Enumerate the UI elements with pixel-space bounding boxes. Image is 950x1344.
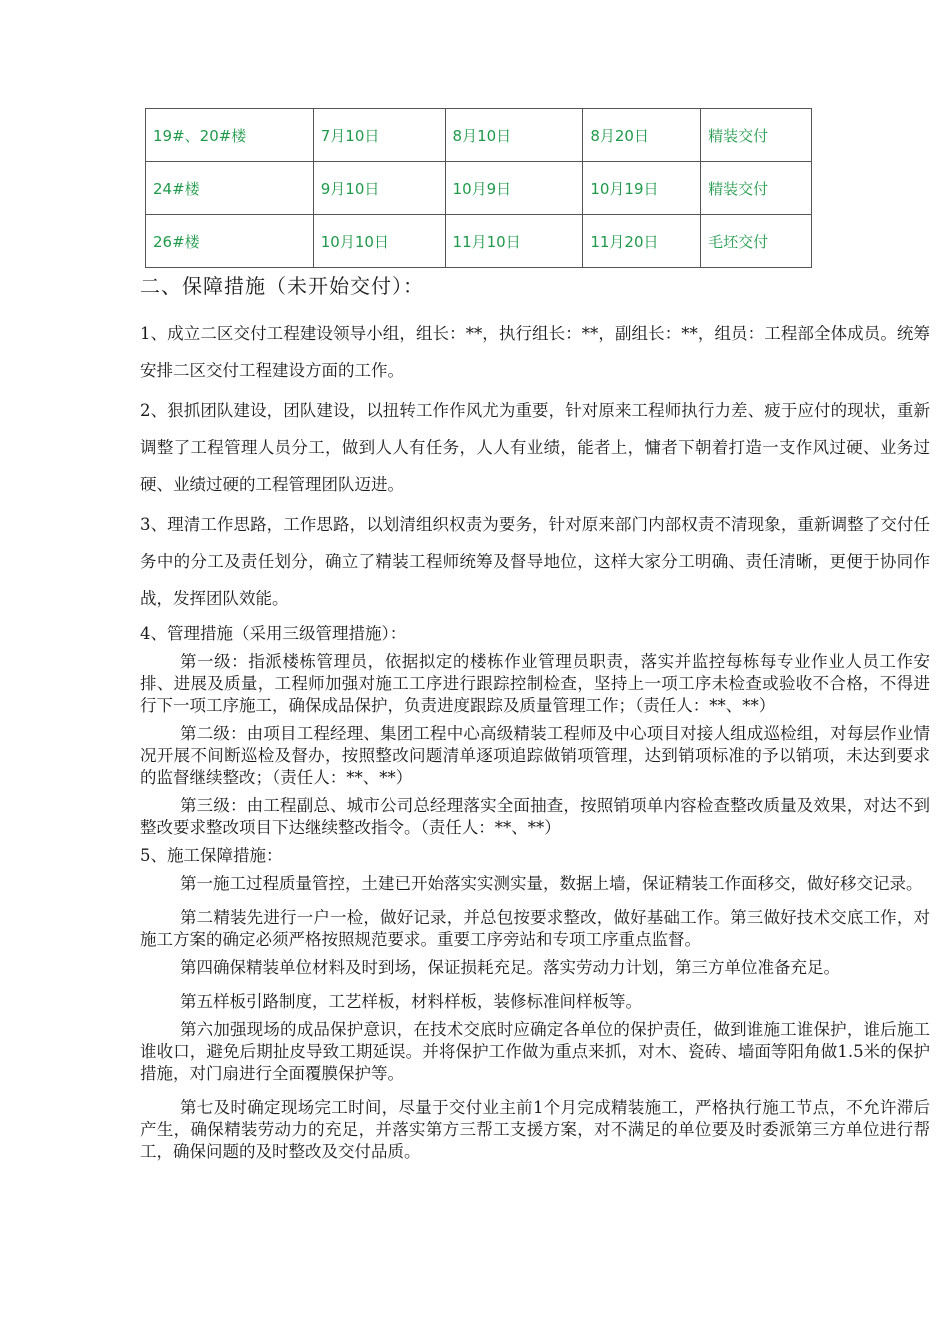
date-cell: 10月19日	[583, 162, 701, 215]
date-cell: 10月10日	[313, 215, 445, 268]
date-cell: 8月20日	[583, 109, 701, 162]
paragraph-construction-title: 5、施工保障措施：	[140, 846, 283, 865]
document-body	[140, 270, 930, 1163]
paragraph-measure-two: 第二精装先进行一户一检，做好记录，并总包按要求整改，做好基础工作。第三做好技术交底工作，对施工方案的确定必须严格按照规范要求。重要工序旁站和专项工序重点监督。	[140, 908, 930, 949]
paragraph-team-building: 2、狠抓团队建设，团队建设，以扭转工作作风尤为重要，针对原来工程师执行力差、疲于应付的现状，重新调整了工程管理人员分工，做到人人有任务，人人有业绩，能者上，慵者下朝着打造一支作风过硬、业务过硬、业绩过硬的工程管理团队迈进。	[140, 401, 930, 494]
paragraph-measure-five: 第五样板引路制度，工艺样板，材料样板，装修标准间样板等。	[180, 992, 642, 1011]
building-cell: 19#、20#楼	[146, 109, 314, 162]
schedule-table	[145, 108, 812, 268]
date-cell: 11月20日	[583, 215, 701, 268]
table-row	[146, 215, 812, 268]
paragraph-management-title: 4、管理措施（采用三级管理措施）：	[140, 624, 407, 643]
building-cell: 26#楼	[146, 215, 314, 268]
paragraph-measure-seven: 第七及时确定现场完工时间，尽量于交付业主前1个月完成精装施工，严格执行施工节点，不允许滞后产生，确保精装劳动力的充足，并落实第方三帮工支援方案，对不满足的单位要及时委派第三方单位进行帮工，确保问题的及时整改及交付品质。	[140, 1098, 930, 1161]
paragraph-level-two: 第二级：由项目工程经理、集团工程中心高级精装工程师及中心项目对接人组成巡检组，对每层作业情况开展不间断巡检及督办，按照整改问题清单逐项追踪做销项管理，达到销项标准的予以销项，未达到要求的监督继续整改；（责任人：**、**）	[140, 724, 930, 787]
building-cell: 24#楼	[146, 162, 314, 215]
paragraph-level-three: 第三级：由工程副总、城市公司总经理落实全面抽查，按照销项单内容检查整改质量及效果，对达不到整改要求整改项目下达继续整改指令。（责任人：**、**）	[140, 796, 930, 837]
date-cell: 8月10日	[445, 109, 583, 162]
paragraph-measure-six: 第六加强现场的成品保护意识，在技术交底时应确定各单位的保护责任，做到谁施工谁保护，谁后施工谁收口，避免后期扯皮导致工期延误。并将保护工作做为重点来抓，对木、瓷砖、墙面等阳角做1.5米的保护措施，对门扇进行全面覆膜保护等。	[140, 1020, 930, 1083]
delivery-type-cell: 精装交付	[701, 162, 812, 215]
table-row	[146, 109, 812, 162]
table-row	[146, 162, 812, 215]
date-cell: 11月10日	[445, 215, 583, 268]
paragraph-level-one: 第一级：指派楼栋管理员，依据拟定的楼栋作业管理员职责，落实并监控每栋每专业作业人员工作安排、进展及质量，工程师加强对施工工序进行跟踪控制检查，坚持上一项工序未检查或验收不合格，不得进行下一项工序施工，确保成品保护，负责进度跟踪及质量管理工作；（责任人：**、**）	[140, 652, 930, 715]
section-heading: 二、保障措施（未开始交付）：	[140, 274, 424, 298]
date-cell: 9月10日	[313, 162, 445, 215]
paragraph-leadership-group: 1、成立二区交付工程建设领导小组，组长：**，执行组长：**，副组长：**，组员：工程部全体成员。统筹安排二区交付工程建设方面的工作。	[140, 324, 930, 380]
delivery-type-cell: 毛坯交付	[701, 215, 812, 268]
paragraph-measure-four: 第四确保精装单位材料及时到场，保证损耗充足。落实劳动力计划，第三方单位准备充足。	[180, 958, 840, 977]
paragraph-measure-one: 第一施工过程质量管控，土建已开始落实实测实量，数据上墙，保证精装工作面移交，做好移交记录。	[180, 874, 923, 893]
delivery-type-cell: 精装交付	[701, 109, 812, 162]
date-cell: 7月10日	[313, 109, 445, 162]
date-cell: 10月9日	[445, 162, 583, 215]
paragraph-work-approach: 3、理清工作思路，工作思路，以划清组织权责为要务，针对原来部门内部权责不清现象，重新调整了交付任务中的分工及责任划分，确立了精装工程师统筹及督导地位，这样大家分工明确、责任清晰，更便于协同作战，发挥团队效能。	[140, 515, 930, 608]
